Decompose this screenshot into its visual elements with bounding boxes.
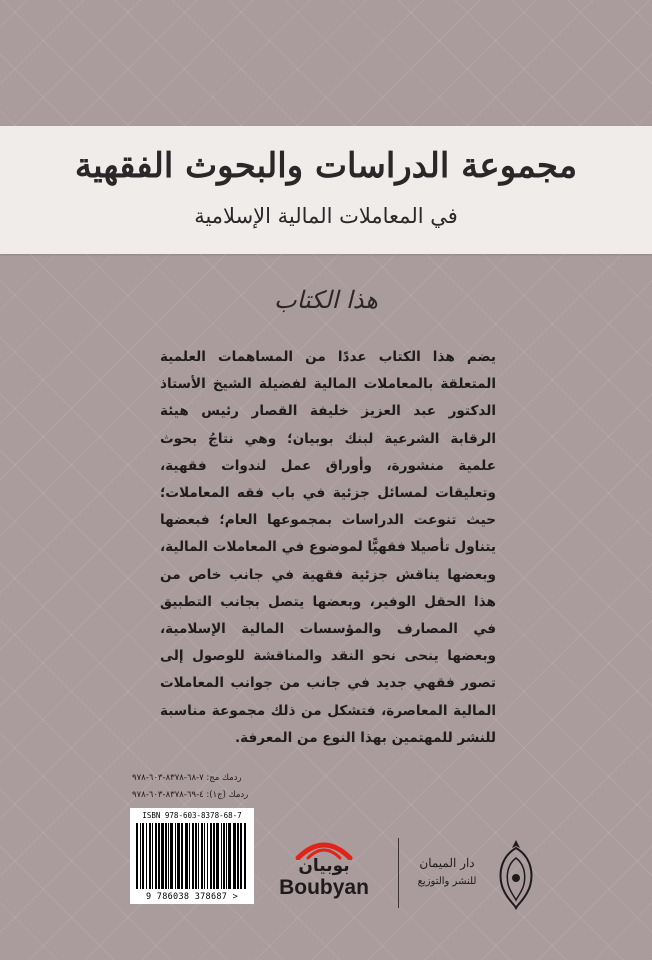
barcode-bar <box>168 823 169 889</box>
barcode-bar <box>185 823 188 889</box>
publisher-name: دار الميمان <box>419 856 475 870</box>
barcode-bar <box>237 823 239 889</box>
barcode <box>130 808 254 904</box>
barcode-bar <box>198 823 199 889</box>
barcode-bar <box>136 823 138 889</box>
barcode-bar <box>158 823 160 889</box>
book-description: يضم هذا الكتاب عددًا من المساهمات العلمية المتعلقة بالمعاملات المالية لفضيلة الشيخ الأستاذ الدكتور عبد العزيز خليفة القصار رئيس هيئة الرقابة الشرعية لبنك بوبيان؛ وهي نتاجُ بحوث علمية منشورة، وأوراق عمل لندوات فقهية، وتعليقات لمسائل جزئية في باب فقه المعاملات؛ حيث تنوعت الدراسات بمجموعها العام؛ فبعضها يتناول تأصيلا فقهيًّا لموضوع في المعاملات المالية، وبعضها يناقش جزئية فقهية في جانب خاص من هذا الحقل الوفير، وبعضها يتصل بجانب التطبيق في المصارف والمؤسسات المالية الإسلامية، وبعضها ينحى نحو النقد والمناقشة للوصول إلى تصور فقهي جديد في جانب من جوانب المعاملات المالية المعاصرة، فتشكل من ذلك مجموعة مناسبة للنشر للمهتمين بهذا النوع من المعرفة. <box>160 349 496 746</box>
book-subtitle: في المعاملات المالية الإسلامية <box>194 204 458 228</box>
barcode-bar <box>226 823 227 889</box>
isbn-set-line: ردمك مج: ٧-٦٨-٨٣٧٨-٦٠٣-٩٧٨ <box>132 773 242 783</box>
barcode-bar <box>213 823 215 889</box>
barcode-bar <box>216 823 219 889</box>
barcode-bar <box>244 823 246 889</box>
barcode-bar <box>204 823 205 889</box>
barcode-bar <box>240 823 242 889</box>
barcode-bar <box>161 823 164 889</box>
barcode-bar <box>201 823 203 889</box>
barcode-bar <box>177 823 180 889</box>
barcode-bar <box>189 823 190 889</box>
book-title: مجموعة الدراسات والبحوث الفقهية <box>74 146 578 186</box>
barcode-bar <box>149 823 151 889</box>
barcode-bar <box>207 823 208 889</box>
publisher-tagline: للنشر والتوزيع <box>417 876 477 887</box>
barcode-isbn-text: ISBN 978-603-8378-68-7 <box>142 811 242 820</box>
publisher-emblem-icon <box>494 838 538 910</box>
logo-divider <box>398 838 399 908</box>
barcode-bar <box>210 823 212 889</box>
isbn-volume-line: ردمك (ج١): ٤-٦٩-٨٣٧٨-٦٠٣-٩٧٨ <box>132 790 249 800</box>
barcode-bar <box>155 823 157 889</box>
barcode-bar <box>142 823 144 889</box>
barcode-number: 9 786038 378687 > <box>145 892 239 902</box>
barcode-bar <box>233 823 236 889</box>
barcode-bar <box>228 823 231 889</box>
barcode-bar <box>181 823 183 889</box>
barcode-bar <box>223 823 225 889</box>
barcode-bar <box>165 823 167 889</box>
boubyan-name-arabic: بوبيان <box>298 856 350 876</box>
barcode-bars <box>136 823 248 889</box>
barcode-bar <box>192 823 194 889</box>
barcode-bar <box>175 823 176 889</box>
section-heading: هذا الكتاب <box>274 286 378 314</box>
barcode-bar <box>152 823 153 889</box>
barcode-bar <box>146 823 147 889</box>
barcode-bar <box>195 823 197 889</box>
boubyan-name-english: Boubyan <box>279 876 369 899</box>
barcode-bar <box>221 823 222 889</box>
barcode-bar <box>170 823 173 889</box>
barcode-bar <box>140 823 141 889</box>
